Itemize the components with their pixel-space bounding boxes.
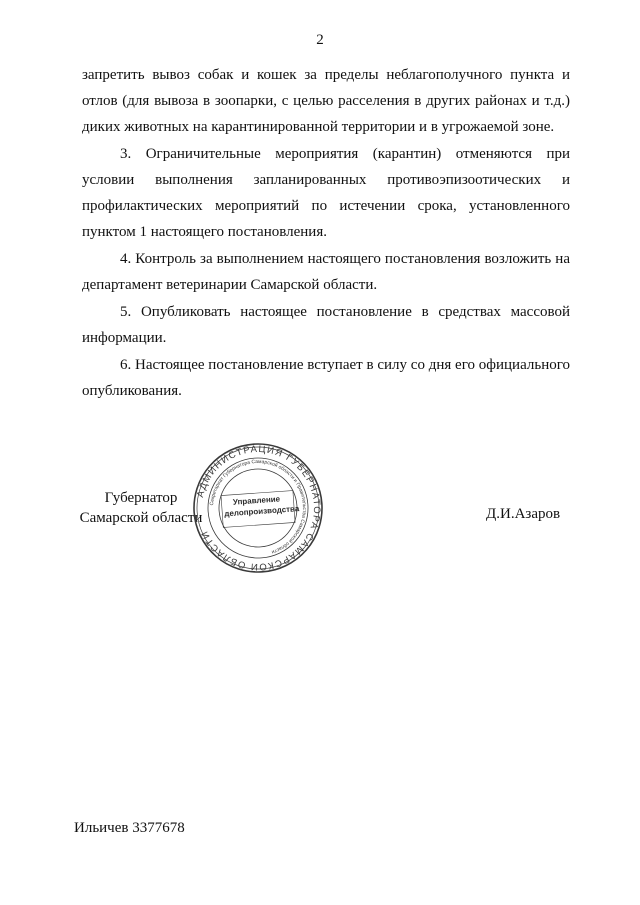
paragraph-quarantine-restrictions: запретить вывоз собак и кошек за пределы неблагополучного пункта и отлов (для вывоза в зоопарки, с целью расселения в других районах и т.д.) диких животных на карантинированной территории и в угрожаемой зоне. — [82, 67, 570, 135]
paragraph-3-quarantine-lifting: 3. Ограничительные мероприятия (карантин) отменяются при условии выполнения запланированных противоэпизоотических и профилактических мероприятий по истечении срока, установленного пунктом 1 настоящего постановления. — [82, 146, 570, 240]
document-body — [82, 62, 570, 405]
seal-center-line2: делопроизводства — [224, 504, 300, 519]
executor-contact: Ильичев 3377678 — [74, 820, 185, 836]
seal-center-text — [223, 493, 300, 526]
official-seal-stamp — [186, 436, 329, 579]
signatory-title-line2: Самарской области — [79, 510, 203, 526]
paragraph-4-control: 4. Контроль за выполнением настоящего постановления возложить на департамент ветеринарии Самарской области. — [82, 251, 570, 293]
signatory-title — [76, 488, 206, 528]
seal-center-line1: Управление — [232, 494, 281, 507]
paragraph-5-publication: 5. Опубликовать настоящее постановление в средствах массовой информации. — [82, 304, 570, 346]
signature-block — [0, 443, 640, 610]
page-number: 2 — [316, 32, 324, 48]
signatory-title-line1: Губернатор — [104, 490, 178, 506]
svg-text:Секретариат Губернатора Самарс: Секретариат Губернатора Самарской области и Правительства Самарской области — [209, 458, 308, 555]
svg-text:АДМИНИСТРАЦИЯ ГУБЕРНАТОРА САМА: АДМИНИСТРАЦИЯ ГУБЕРНАТОРА САМАРСКОЙ ОБЛАСТИ — [195, 443, 323, 573]
paragraph-6-effective-date: 6. Настоящее постановление вступает в силу со дня его официального опубликования. — [82, 357, 570, 399]
signatory-name: Д.И.Азаров — [486, 506, 561, 522]
